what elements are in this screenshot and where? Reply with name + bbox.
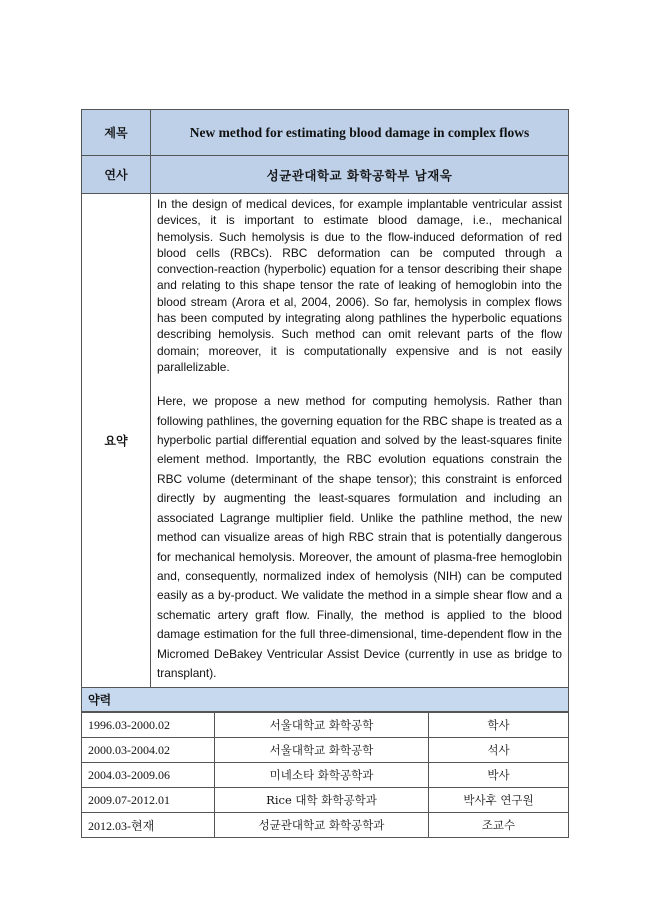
speaker-label: 연사 (82, 156, 151, 194)
title-row (82, 110, 569, 156)
career-period: 2004.03-2009.06 (82, 763, 215, 788)
career-header-row (82, 688, 569, 712)
career-period: 1996.03-2000.02 (82, 713, 215, 738)
abstract-paragraph-1: In the design of medical devices, for example implantable ventricular assist devices, it is important to estimate blood damage, i.e., mechanical hemolysis. Such hemolysis is due to the flow-induced deformation of red blood cells (RBCs). RBC deformation can be computed through a convection-reaction (hyperbolic) equation for a tensor describing their shape and relating to this shape tensor the rate of leaking of hemoglobin into the blood stream (Arora et al, 2004, 2006). So far, hemolysis in complex flows has been computed by integrating along pathlines the hyperbolic equations describing hemolysis. Such method can omit relevant parts of the flow domain; moreover, it is computationally expensive and is not easily parallelizable. (157, 197, 562, 374)
career-institution: 미네소타 화학공학과 (215, 763, 429, 788)
career-header: 약력 (82, 688, 569, 712)
speaker-value: 성균관대학교 화학공학부 남재욱 (151, 156, 569, 194)
career-degree: 박사 (429, 763, 569, 788)
career-period: 2009.07-2012.01 (82, 788, 215, 813)
career-degree: 조교수 (429, 813, 569, 838)
career-institution: 성균관대학교 화학공학과 (215, 813, 429, 838)
abstract-label: 요약 (82, 194, 151, 688)
seminar-info-sheet (81, 109, 569, 838)
career-period: 2000.03-2004.02 (82, 738, 215, 763)
abstract-body (151, 194, 569, 688)
career-degree: 박사후 연구원 (429, 788, 569, 813)
career-table (81, 712, 569, 838)
title-label: 제목 (82, 110, 151, 156)
career-institution: 서울대학교 화학공학 (215, 713, 429, 738)
title-value: New method for estimating blood damage in complex flows (151, 110, 569, 156)
career-row (82, 763, 569, 788)
career-period: 2012.03-현재 (82, 813, 215, 838)
career-institution: Rice 대학 화학공학과 (215, 788, 429, 813)
speaker-row (82, 156, 569, 194)
seminar-info-table (81, 109, 569, 712)
career-degree: 석사 (429, 738, 569, 763)
career-row (82, 788, 569, 813)
career-row (82, 713, 569, 738)
career-row (82, 738, 569, 763)
career-institution: 서울대학교 화학공학 (215, 738, 429, 763)
career-degree: 학사 (429, 713, 569, 738)
abstract-row (82, 194, 569, 688)
career-row (82, 813, 569, 838)
abstract-paragraph-2: Here, we propose a new method for computing hemolysis. Rather than following pathlines, the governing equation for the RBC shape is treated as a hyperbolic partial differential equation and solved by the least-squares finite element method. Importantly, the RBC evolution equations constrain the RBC volume (determinant of the shape tensor); this constraint is enforced directly by augmenting the least-squares formulation and including an associated Lagrange multiplier field. Unlike the pathline method, the new method can visualize areas of high RBC strain that is potentially dangerous for mechanical hemolysis. Moreover, the amount of plasma-free hemoglobin and, consequently, normalized index of hemolysis (NIH) can be computed easily as a by-product. We validate the method in a simple shear flow and a schematic artery graft flow. Finally, the method is applied to the blood damage estimation for the full three-dimensional, time-dependent flow in the Micromed DeBakey Ventricular Assist Device (currently in use as bridge to transplant). (157, 394, 562, 680)
